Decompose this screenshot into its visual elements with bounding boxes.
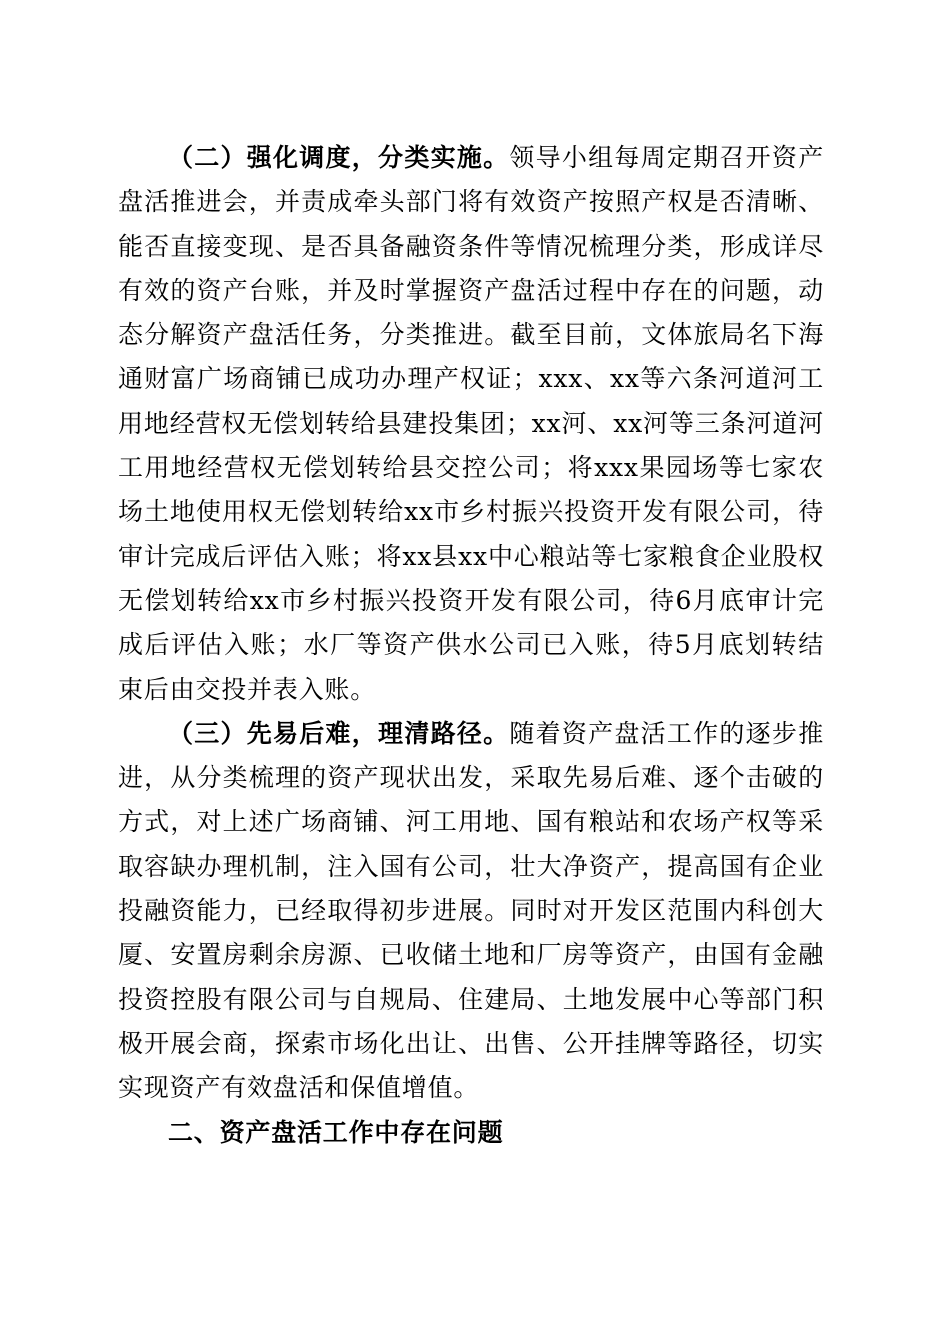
- document-body: [118, 136, 824, 1155]
- paragraph-easy-first: [118, 712, 824, 1111]
- paragraph-lead: （三）先易后难，理清路径。: [168, 718, 510, 748]
- paragraph-strengthen-scheduling: [118, 136, 824, 712]
- paragraph-text: 随着资产盘活工作的逐步推进，从分类梳理的资产现状出发，采取先易后难、逐个击破的方式，对上述广场商铺、河工用地、国有粮站和农场产权等采取容缺办理机制，注入国有公司，壮大净资产，提高国有企业投融资能力，已经取得初步进展。同时对开发区范围内科创大厦、安置房剩余房源、已收储土地和厂房等资产，由国有金融投资控股有限公司与自规局、住建局、土地发展中心等部门积极开展会商，探索市场化出让、出售、公开挂牌等路径，切实实现资产有效盘活和保值增值。: [118, 718, 824, 1103]
- paragraph-text: 领导小组每周定期召开资产盘活推进会，并责成牵头部门将有效资产按照产权是否清晰、能否直接变现、是否具备融资条件等情况梳理分类，形成详尽有效的资产台账，并及时掌握资产盘活过程中存在的问题，动态分解资产盘活任务，分类推进。截至目前，文体旅局名下海通财富广场商铺已成功办理产权证；xxx、xx等六条河道河工用地经营权无偿划转给县建投集团；xx河、xx河等三条河道河工用地经营权无偿划转给县交控公司；将xxx果园场等七家农场土地使用权无偿划转给xx市乡村振兴投资开发有限公司，待审计完成后评估入账；将xx县xx中心粮站等七家粮食企业股权无偿划转给xx市乡村振兴投资开发有限公司，待6月底审计完成后评估入账；水厂等资产供水公司已入账，待5月底划转结束后由交投并表入账。: [118, 143, 824, 704]
- section-heading: 二、资产盘活工作中存在问题: [168, 1117, 504, 1147]
- paragraph-lead: （二）强化调度，分类实施。: [168, 143, 510, 172]
